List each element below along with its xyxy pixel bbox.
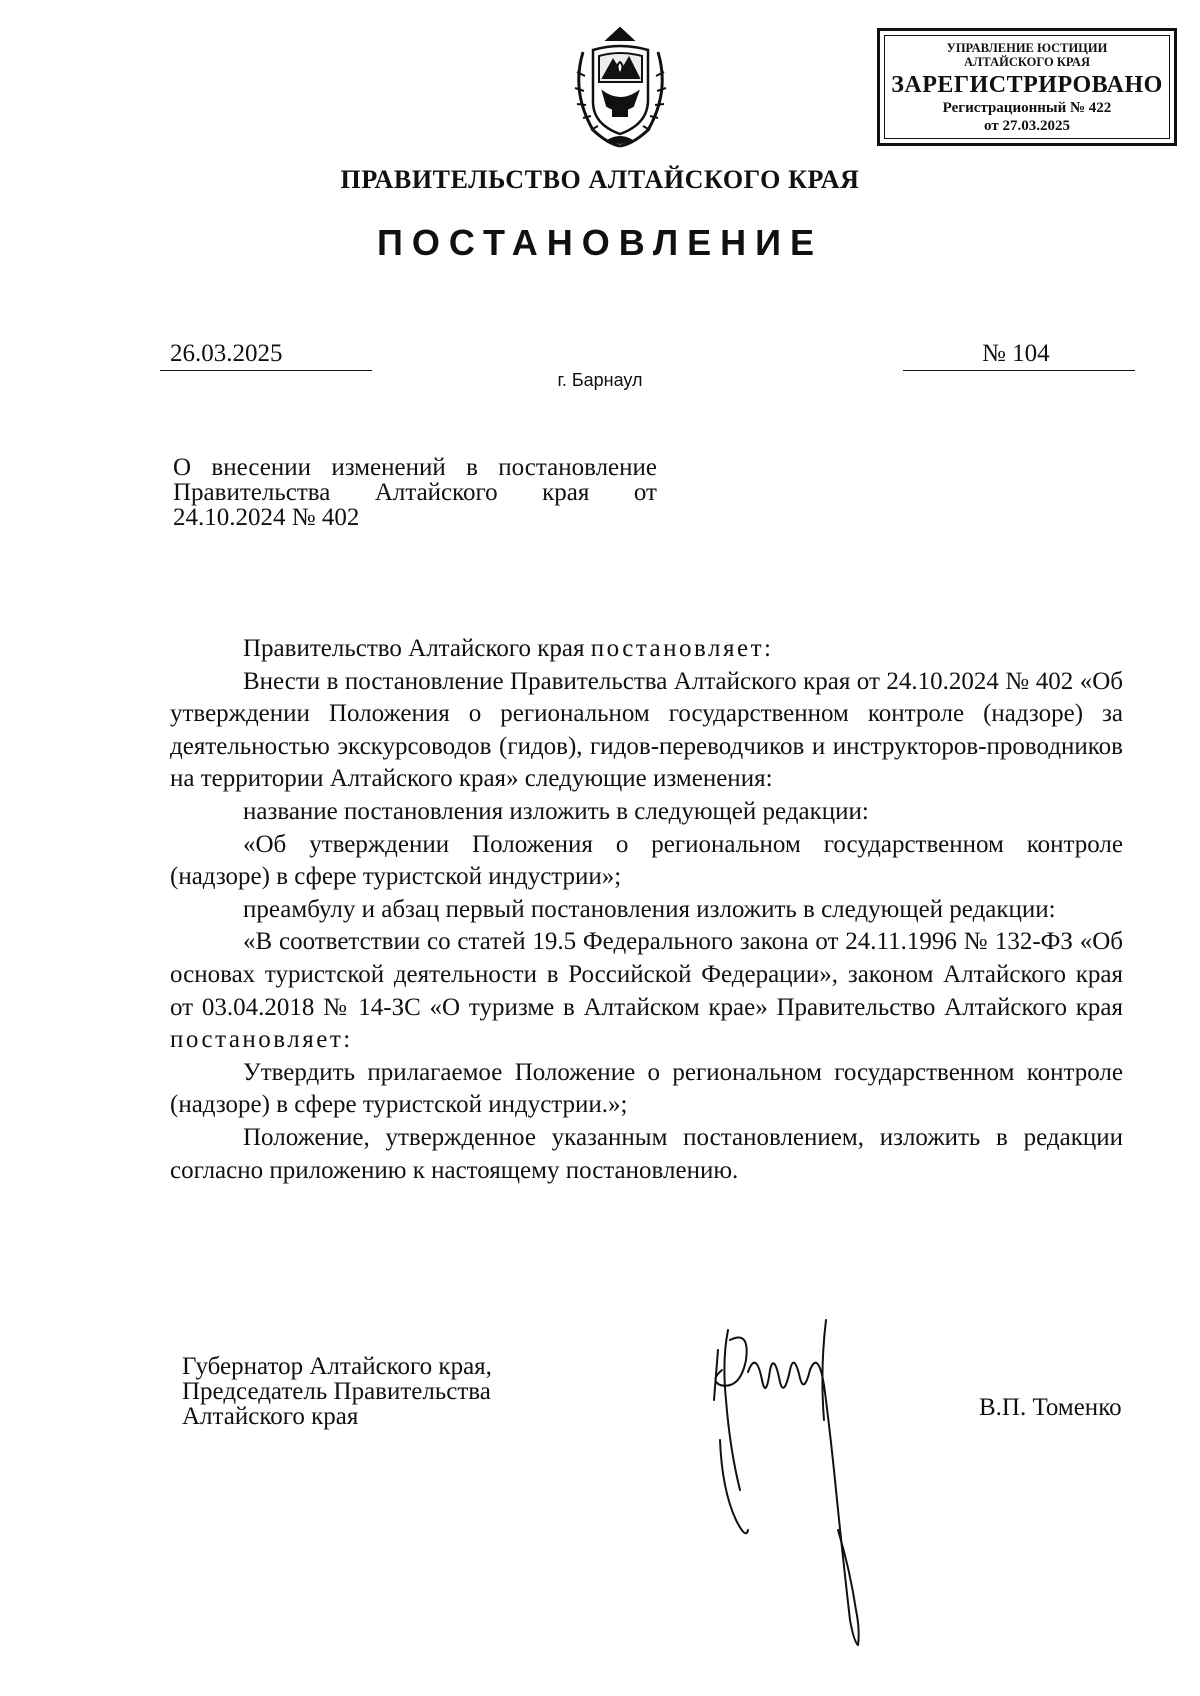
signer-position-line2: Председатель Правительства (182, 1378, 491, 1405)
document-body (170, 633, 1123, 1187)
stamp-status: ЗАРЕГИСТРИРОВАНО (891, 72, 1163, 98)
paragraph-6-text: «В соответствии со статей 19.5 Федерального закона от 24.11.1996 № 132-ФЗ «Об основах туристской деятельности в Российской Федерации», законом Алтайского края от 03.04.2018 № 14-ЗС «О туризме в Алтайском крае» Правительство Алтайского края (170, 928, 1123, 1021)
signer-name: В.П. Томенко (979, 1394, 1122, 1421)
resolves-word-2: постановляет: (170, 1026, 353, 1054)
document-number: № 104 (982, 340, 1050, 367)
document-city: г. Барнаул (557, 370, 643, 390)
paragraph-5: преамбулу и абзац первый постановления изложить в следующей редакции: (243, 895, 1056, 923)
paragraph-6 (170, 926, 1123, 1056)
stamp-inner-frame (884, 35, 1170, 139)
paragraph-7: Утвердить прилагаемое Положение о региональном государственном контроле (надзоре) в сфере туристской индустрии.»; (170, 1058, 1123, 1119)
paragraph-1-text: Правительство Алтайского края (243, 635, 591, 662)
government-title: ПРАВИТЕЛЬСТВО АЛТАЙСКОГО КРАЯ (340, 165, 860, 194)
stamp-reg-date: от 27.03.2025 (984, 118, 1070, 134)
resolves-word: постановляет: (590, 635, 774, 662)
handwritten-signature-icon (700, 1290, 900, 1650)
paragraph-3: название постановления изложить в следующей редакции: (243, 797, 869, 825)
paragraph-1 (170, 633, 1123, 666)
document-date: 26.03.2025 (170, 340, 283, 367)
paragraph-4: «Об утверждении Положения о региональном государственном контроле (надзоре) в сфере туристской индустрии»; (170, 830, 1123, 891)
stamp-org-line1: УПРАВЛЕНИЕ ЮСТИЦИИ (946, 41, 1108, 55)
paragraph-2: Внести в постановление Правительства Алтайского края от 24.10.2024 № 402 «Об утверждении Положения о региональном государственном контроле (надзоре) за деятельностью экскурсоводов (гидов), гидов-переводчиков и инструкторов-проводников на территории Алтайского края» следующие изменения: (170, 667, 1123, 793)
signer-position-line1: Губернатор Алтайского края, (182, 1353, 492, 1380)
stamp-org-line2: АЛТАЙСКОГО КРАЯ (964, 55, 1090, 69)
document-type: ПОСТАНОВЛЕНИЕ (377, 222, 823, 263)
signer-position-line3: Алтайского края (182, 1403, 359, 1430)
stamp-reg-number: Регистрационный № 422 (942, 100, 1112, 116)
paragraph-8: Положение, утвержденное указанным постановлением, изложить в редакции согласно приложению к настоящему постановлению. (170, 1123, 1123, 1184)
signer-position (182, 1354, 492, 1429)
document-subject: О внесении изменений в постановление Правительства Алтайского края от 24.10.2024 № 402 (173, 454, 657, 531)
registration-stamp (877, 28, 1177, 146)
coat-of-arms-icon (563, 22, 678, 150)
